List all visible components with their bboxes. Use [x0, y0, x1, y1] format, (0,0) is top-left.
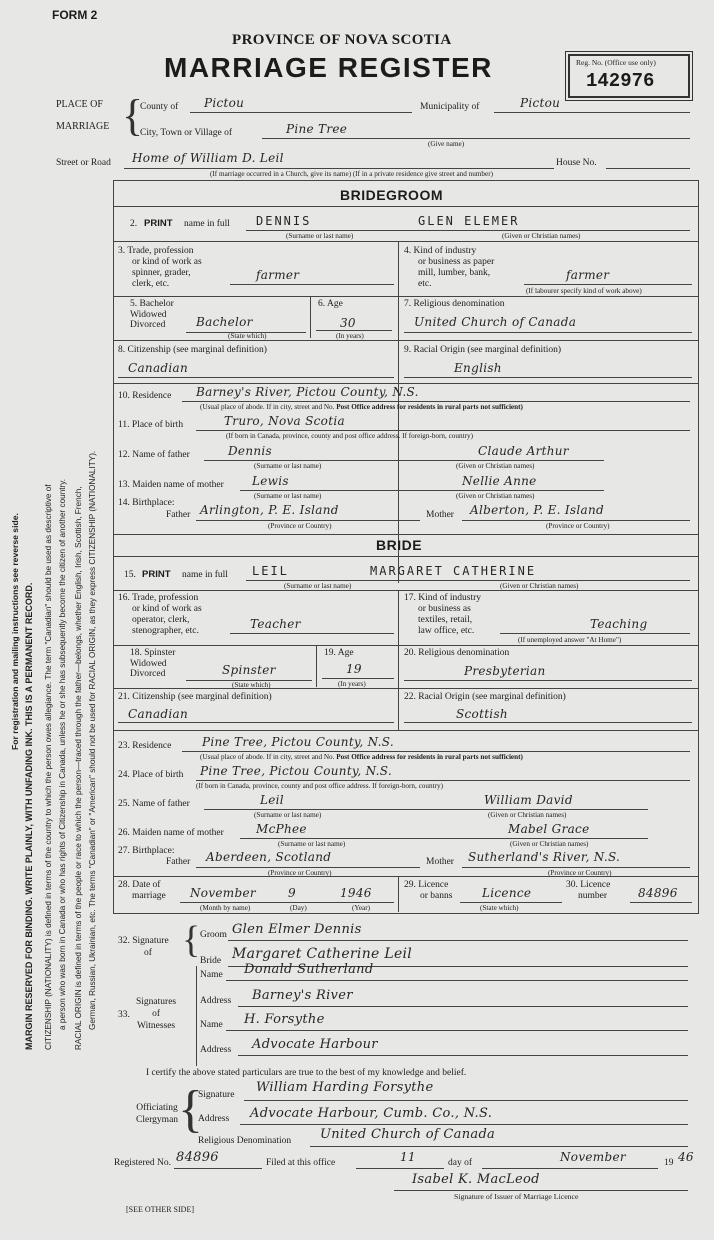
f7-label: 7. Religious denomination [404, 299, 505, 309]
f25-surname-note: (Surname or last name) [254, 811, 322, 819]
margin-notes [4, 210, 116, 1050]
f10-label: 10. Residence [118, 391, 172, 401]
county-value: Pictou [204, 96, 245, 110]
clergy-denomination: United Church of Canada [320, 1127, 496, 1142]
place-label-2: MARRIAGE [56, 121, 110, 132]
filed-label: Filed at this office [266, 1158, 336, 1168]
groom-signature: Glen Elmer Dennis [232, 922, 362, 937]
filed-year: 46 [678, 1150, 694, 1164]
f18-label: 18. Spinster Widowed Divorced [130, 648, 176, 679]
f30-label: 30. Licence number [566, 880, 611, 901]
province-heading: PROVINCE OF NOVA SCOTIA [232, 32, 452, 48]
see-other-side: [SEE OTHER SIDE] [126, 1205, 194, 1214]
w1-address-word: Address [200, 996, 232, 1006]
f13-surname-note: (Surname or last name) [254, 492, 322, 500]
licence-number: 84896 [638, 886, 678, 900]
city-label: City, Town or Village of [140, 128, 232, 138]
f20-label: 20. Religious denomination [404, 648, 510, 658]
groom-trade: farmer [256, 268, 300, 282]
day-note: (Day) [290, 904, 307, 912]
witness2-name: H. Forsythe [244, 1012, 325, 1027]
reg-number: 142976 [586, 70, 655, 92]
filed-month: November [560, 1150, 626, 1164]
year-prefix: 19 [664, 1158, 674, 1168]
bride-years-note: (In years) [338, 680, 366, 688]
reg-number-label: Reg. No. (Office use only) [576, 58, 656, 67]
groom-father-given: Claude Arthur [478, 444, 569, 458]
bride-father-surname: Leil [260, 793, 284, 807]
margin-line-4: a person who was born in Canada or who has rights of Citizenship in Canada, unless he or she has subsequently become the citizen of another country. [58, 478, 67, 1030]
f9-label: 9. Racial Origin (see marginal definition) [404, 345, 562, 355]
marriage-day: 9 [288, 886, 296, 900]
bride-surname: LEIL [252, 564, 289, 578]
bride-signature: Margaret Catherine Leil [232, 946, 413, 962]
f33-label: Signatures of Witnesses [136, 997, 177, 1031]
witness1-address: Barney's River [252, 988, 353, 1003]
f17-label: 17. Kind of industry or business as textiles, retail, law office, etc. [404, 593, 482, 636]
bride-religion: Presbyterian [464, 664, 546, 678]
issuer-signature: Isabel K. MacLeod [412, 1172, 540, 1187]
groom-industry: farmer [566, 268, 610, 282]
f13-given-note: (Given or Christian names) [456, 492, 535, 500]
f8-label: 8. Citizenship (see marginal definition) [118, 345, 267, 355]
page-title: MARRIAGE REGISTER [164, 52, 493, 83]
groom-father-birthplace: Arlington, P. E. Island [200, 503, 339, 517]
bride-citizenship: Canadian [128, 707, 189, 721]
licence-or-banns: Licence [482, 886, 532, 900]
bride-birthplace: Pine Tree, Pictou County, N.S. [200, 764, 393, 778]
f26-label: 26. Maiden name of mother [118, 828, 224, 838]
groom-religion: United Church of Canada [414, 315, 577, 329]
f2-label: name in full [184, 219, 230, 229]
f26-surname-note: (Surname or last name) [278, 840, 346, 848]
margin-line-5: RACIAL ORIGIN is defined in terms of the people or race to which the person—traced through the father—belongs, whether English, Irish, Scottish, French, [74, 486, 83, 1050]
f4-note: (If labourer specify kind of work above) [526, 287, 642, 295]
f14-father-word: Father [166, 510, 191, 520]
year-note: (Year) [352, 904, 371, 912]
give-name-note: (Give name) [428, 140, 465, 148]
f12-given-note: (Given or Christian names) [456, 462, 535, 470]
day-of-label: day of [448, 1158, 473, 1168]
margin-line-1: For registration and mailing instructions see reverse side. [10, 513, 20, 750]
house-label: House No. [556, 158, 597, 168]
f24-label: 24. Place of birth [118, 770, 184, 780]
filed-day: 11 [400, 1150, 416, 1164]
f5-label: 5. Bachelor Widowed Divorced [130, 299, 174, 330]
groom-mother-birthplace: Alberton, P. E. Island [470, 503, 604, 517]
bride-mother-surname: McPhee [256, 822, 307, 836]
clergy-address: Advocate Harbour, Cumb. Co., N.S. [250, 1106, 493, 1121]
f21-label: 21. Citizenship (see marginal definition) [118, 692, 272, 702]
f12-surname-note: (Surname or last name) [254, 462, 322, 470]
f15-num: 15. [124, 570, 136, 580]
city-value: Pine Tree [286, 122, 348, 136]
f12-label: 12. Name of father [118, 450, 190, 460]
f24-note: (If born in Canada, province, county and post office address. If foreign-born, country) [196, 782, 443, 790]
f16-label: 16. Trade, profession or kind of work as operator, clerk, stenographer, etc. [118, 593, 202, 636]
municipality-value: Pictou [520, 96, 561, 110]
street-label: Street or Road [56, 158, 111, 168]
groom-mother-surname: Lewis [252, 474, 289, 488]
issuer-label: Signature of Issuer of Marriage Licence [454, 1192, 579, 1201]
f27-label: 27. Birthplace: [118, 846, 175, 856]
f11-note: (If born in Canada, province, county and post office address. If foreign-born, country) [226, 432, 473, 440]
f15-label: name in full [182, 570, 228, 580]
f14-prov-note-1: (Province or Country) [268, 522, 332, 530]
f14-label: 14. Birthplace: [118, 498, 175, 508]
clergy-label: Officiating Clergyman [136, 1103, 179, 1125]
w2-name-word: Name [200, 1020, 223, 1030]
f17-note: (If unemployed answer "At Home") [518, 636, 622, 644]
groom-surname: DENNIS [256, 214, 312, 228]
groom-given-note: (Given or Christian names) [502, 232, 581, 240]
groom-citizenship: Canadian [128, 361, 189, 375]
licence-state-note: (State which) [480, 904, 519, 912]
month-note: (Month by name) [200, 904, 251, 912]
bride-surname-note: (Surname or last name) [284, 582, 352, 590]
bridegroom-heading: BRIDEGROOM [340, 187, 443, 203]
f32-label: 32. Signature of [118, 936, 169, 958]
bride-heading: BRIDE [376, 537, 423, 553]
clergy-denomination-word: Religious Denomination [198, 1136, 292, 1146]
bride-father-given: William David [484, 793, 573, 807]
marriage-year: 1946 [340, 886, 372, 900]
bride-given: MARGARET CATHERINE [370, 564, 537, 578]
f27-mother-word: Mother [426, 857, 454, 867]
w1-name-word: Name [200, 970, 223, 980]
clergy-signature-word: Signature [198, 1090, 235, 1100]
bride-industry: Teaching [590, 617, 648, 631]
form-number: FORM 2 [52, 8, 98, 22]
place-label-1: PLACE OF [56, 99, 103, 110]
bride-marital: Spinster [222, 663, 276, 677]
bride-age: 19 [346, 662, 362, 676]
groom-father-surname: Dennis [228, 444, 272, 458]
groom-residence: Barney's River, Pictou County, N.S. [196, 385, 419, 399]
witness1-name: Donald Sutherland [244, 962, 374, 977]
f23-label: 23. Residence [118, 741, 172, 751]
county-label: County of [140, 102, 179, 112]
groom-mother-given: Nellie Anne [462, 474, 537, 488]
bride-word: Bride [200, 956, 222, 966]
reg-number-box [568, 54, 690, 98]
groom-racial: English [454, 361, 502, 375]
f23-note: (Usual place of abode. If in city, street and No. Post Office address for residents in rural parts not sufficient) [200, 753, 523, 761]
f33-num: 33. [118, 1010, 130, 1020]
sig-brace-1: { [182, 919, 201, 961]
groom-age: 30 [340, 316, 356, 330]
f27-prov-note-2: (Province or Country) [548, 869, 612, 877]
street-note: (If marriage occurred in a Church, give its name) (If in a private residence give street and number) [210, 170, 493, 178]
bride-residence: Pine Tree, Pictou County, N.S. [202, 735, 395, 749]
bride-given-note: (Given or Christian names) [500, 582, 579, 590]
groom-surname-note: (Surname or last name) [286, 232, 354, 240]
f27-father-word: Father [166, 857, 191, 867]
f13-label: 13. Maiden name of mother [118, 480, 224, 490]
f11-label: 11. Place of birth [118, 420, 184, 430]
witness2-address: Advocate Harbour [252, 1037, 378, 1052]
f2-num: 2. [130, 219, 138, 229]
street-value: Home of William D. Leil [132, 151, 284, 165]
margin-line-3: CITIZENSHIP (NATIONALITY) is defined in terms of the country to which the person owes allegiance. The term "Canadian" should be used as descriptive of [44, 484, 53, 1050]
f14-mother-word: Mother [426, 510, 454, 520]
groom-marital: Bachelor [196, 315, 253, 329]
f4-label: 4. Kind of industry or business as paper mill, lumber, bank, etc. [404, 246, 495, 289]
bride-trade: Teacher [250, 617, 301, 631]
f28-label: 28. Date of marriage [118, 880, 166, 901]
f2-print: PRINT [144, 218, 173, 229]
f29-label: 29. Licence or banns [404, 880, 453, 901]
sig-brace-2: { [178, 1081, 203, 1138]
f25-label: 25. Name of father [118, 799, 190, 809]
f22-label: 22. Racial Origin (see marginal definition) [404, 692, 566, 702]
municipality-label: Municipality of [420, 102, 480, 112]
f6-label: 6. Age [318, 299, 343, 309]
bride-mother-birthplace: Sutherland's River, N.S. [468, 850, 621, 864]
clergy-signature: William Harding Forsythe [256, 1080, 434, 1095]
f27-prov-note-1: (Province or Country) [268, 869, 332, 877]
groom-years-note: (In years) [336, 332, 364, 340]
clergy-address-word: Address [198, 1114, 230, 1124]
groom-given: GLEN ELEMER [418, 214, 520, 228]
marriage-month: November [190, 886, 256, 900]
margin-line-6: German, Russian, Ukrainian, etc. The terms "Canadian" or "American" should not be used for RACIAL ORIGIN, as they express CITIZENSHIP (NATIONALITY). [88, 450, 97, 1030]
f26-given-note: (Given or Christian names) [510, 840, 589, 848]
place-brace: { [122, 91, 144, 140]
f14-prov-note-2: (Province or Country) [546, 522, 610, 530]
groom-birthplace: Truro, Nova Scotia [224, 414, 345, 428]
f19-label: 19. Age [324, 648, 354, 658]
bride-racial: Scottish [456, 707, 508, 721]
groom-state-note: (State which) [228, 332, 267, 340]
registered-number: 84896 [176, 1150, 219, 1165]
bride-father-birthplace: Aberdeen, Scotland [206, 850, 332, 864]
certify-statement: I certify the above stated particulars are true to the best of my knowledge and belief. [146, 1068, 467, 1078]
f15-print: PRINT [142, 569, 171, 580]
f3-label: 3. Trade, profession or kind of work as spinner, grader, clerk, etc. [118, 246, 202, 289]
margin-line-2: MARGIN RESERVED FOR BINDING. WRITE PLAINLY, WITH UNFADING INK. THIS IS A PERMANENT RECORD. [24, 582, 34, 1050]
groom-word: Groom [200, 930, 227, 940]
registered-label: Registered No. [114, 1158, 171, 1168]
f10-note: (Usual place of abode. If in city, street and No. Post Office address for residents in rural parts not sufficient) [200, 403, 523, 411]
f25-given-note: (Given or Christian names) [488, 811, 567, 819]
bride-mother-given: Mabel Grace [508, 822, 590, 836]
bride-state-note: (State which) [232, 681, 271, 689]
w2-address-word: Address [200, 1045, 232, 1055]
